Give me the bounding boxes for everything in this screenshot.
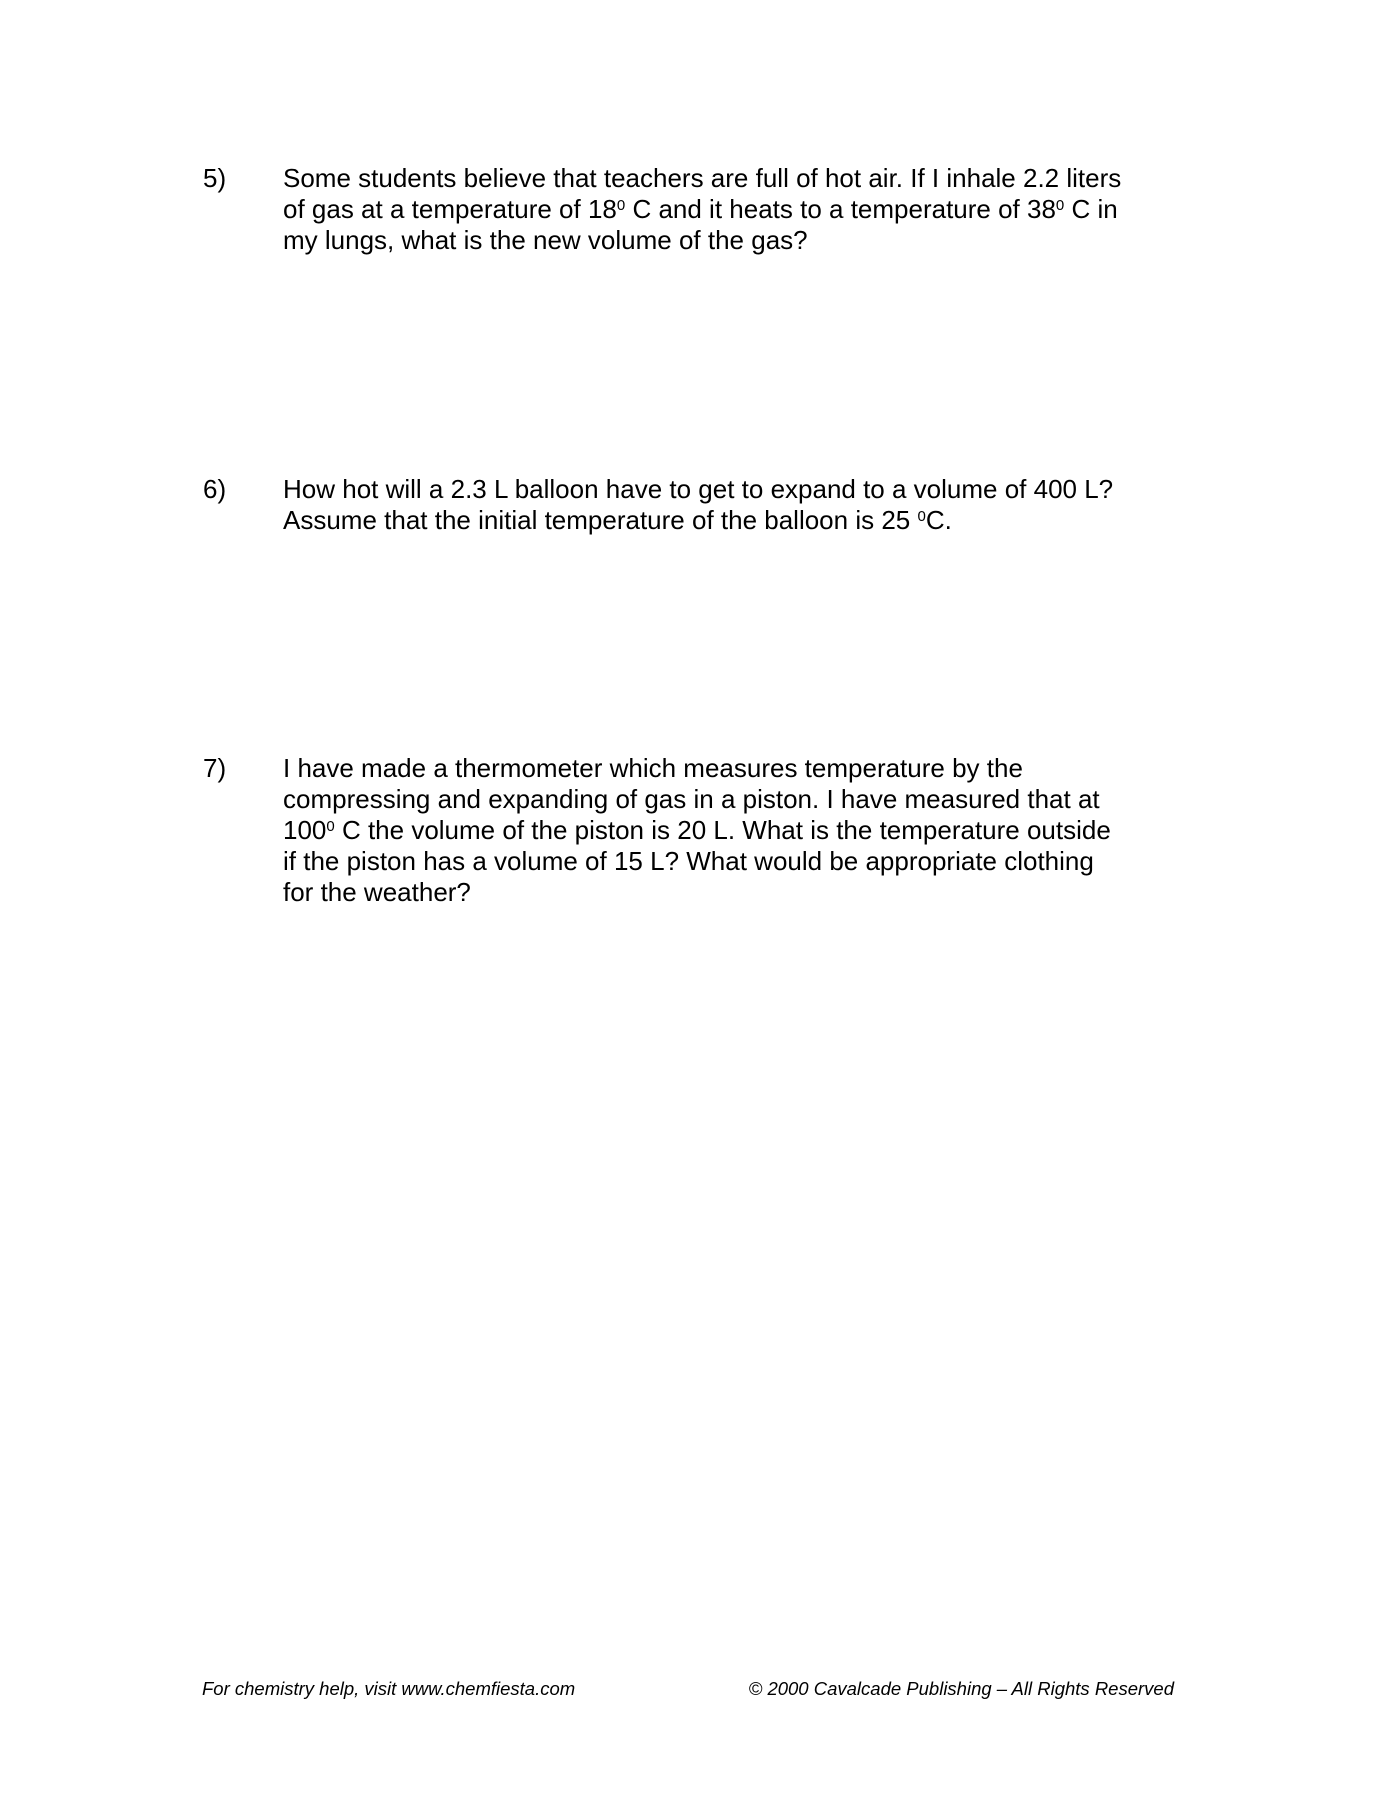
text-line	[283, 753, 1111, 784]
question-text	[283, 753, 1111, 908]
question-number: 5)	[203, 163, 227, 193]
text-segment: 100	[283, 815, 327, 845]
question-text	[283, 163, 1121, 256]
footer-help-text: For chemistry help, visit www.chemfiesta.com	[202, 1678, 576, 1699]
question-number: 6)	[203, 474, 227, 504]
text-line	[283, 877, 1111, 908]
text-segment: my lungs, what is the new volume of the gas?	[283, 225, 808, 255]
footer-copyright: © 2000 Cavalcade Publishing – All Rights Reserved	[748, 1678, 1174, 1699]
superscript: 0	[616, 197, 626, 214]
text-line	[283, 163, 1121, 194]
text-segment: compressing and expanding of gas in a piston. I have measured that at	[283, 784, 1100, 814]
text-segment: I have made a thermometer which measures temperature by the	[283, 753, 1023, 783]
text-segment: C and it heats to a temperature of 38	[625, 194, 1056, 224]
text-segment: Some students believe that teachers are full of hot air. If I inhale 2.2 liters	[283, 163, 1122, 193]
text-line	[283, 225, 1121, 256]
text-segment: C the volume of the piston is 20 L. What is the temperature outside	[334, 815, 1111, 845]
superscript: 0	[326, 818, 335, 835]
text-segment: if the piston has a volume of 15 L? What would be appropriate clothing	[283, 846, 1094, 876]
text-line	[283, 846, 1111, 877]
text-segment: C in	[1064, 194, 1118, 224]
text-segment: Assume that the initial temperature of the balloon is 25	[283, 505, 918, 535]
text-line	[283, 505, 1113, 536]
superscript: 0	[1055, 197, 1065, 214]
superscript: 0	[917, 508, 926, 525]
question-number: 7)	[203, 753, 227, 783]
text-segment: of gas at a temperature of 18	[283, 194, 617, 224]
text-line	[283, 784, 1111, 815]
text-segment: How hot will a 2.3 L balloon have to get to expand to a volume of 400 L?	[283, 474, 1114, 504]
text-segment: for the weather?	[283, 877, 471, 907]
text-line	[283, 474, 1113, 505]
text-segment: C.	[925, 505, 952, 535]
text-line	[283, 815, 1111, 846]
text-line	[283, 194, 1121, 225]
question-text	[283, 474, 1113, 536]
